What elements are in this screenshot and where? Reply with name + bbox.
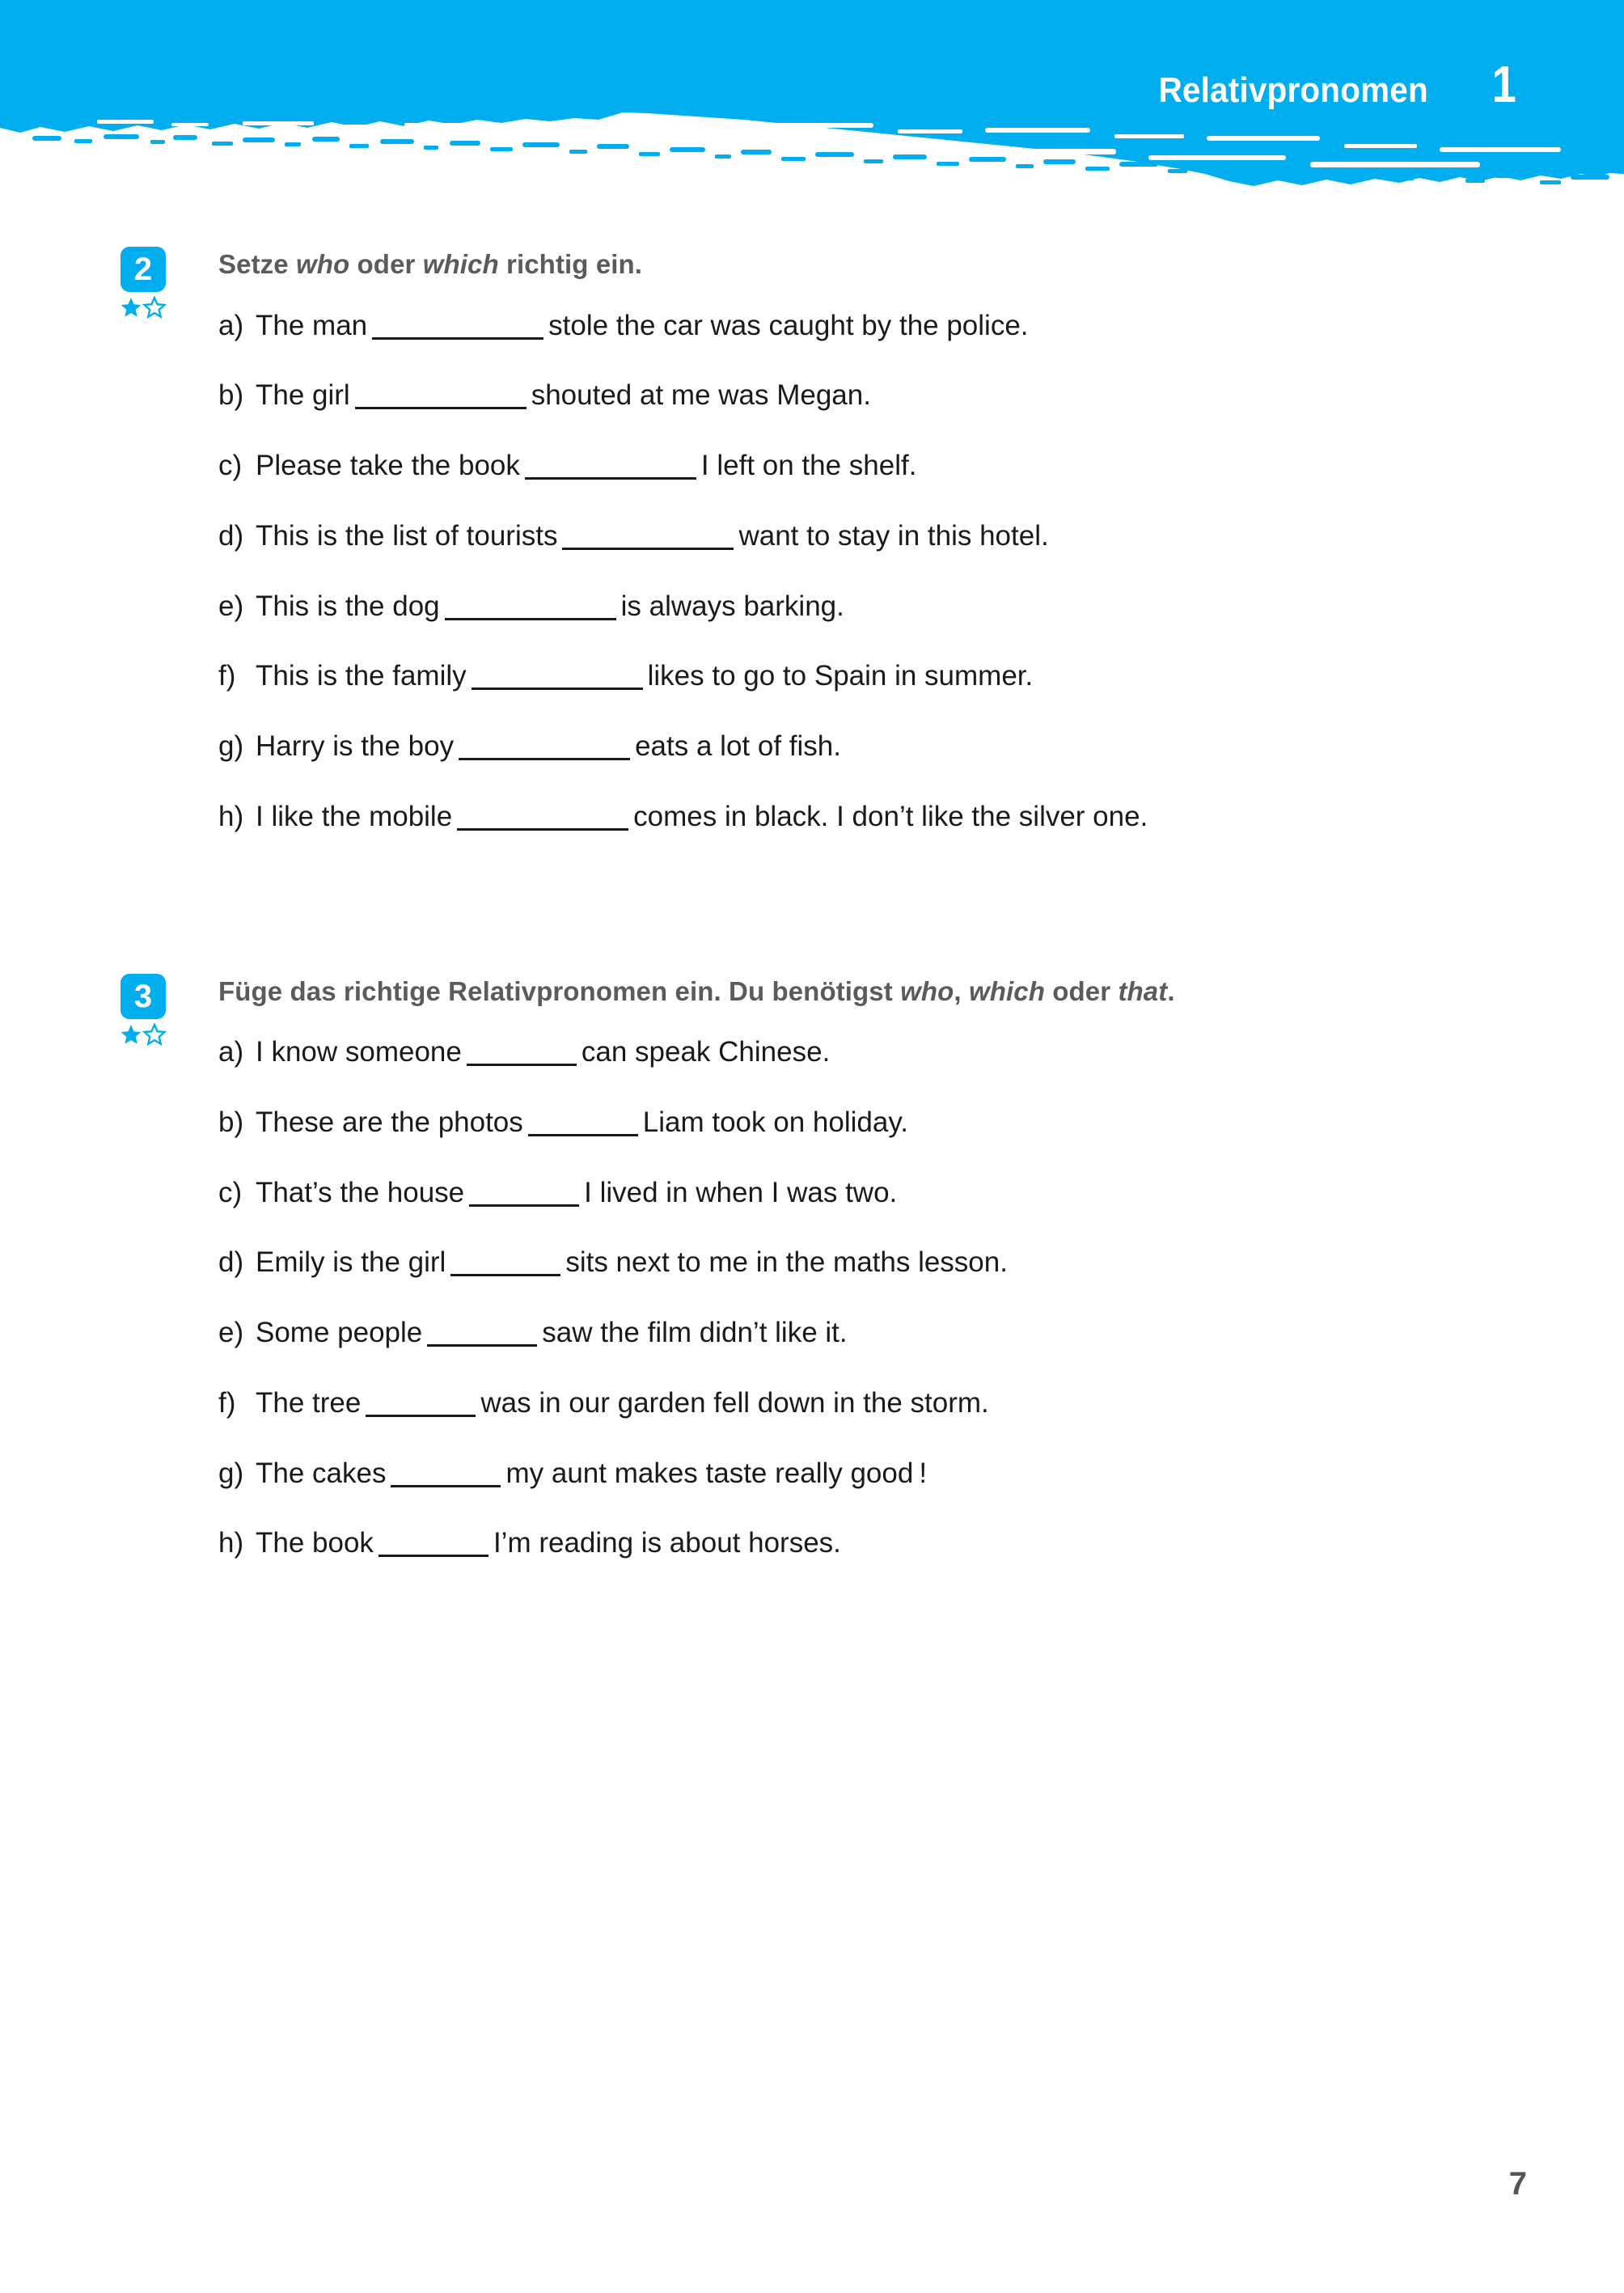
page-number: 7 <box>1508 2166 1527 2202</box>
exercise-2-prompt-part-3: which <box>422 249 499 279</box>
answer-blank[interactable] <box>472 687 643 690</box>
star-filled-icon <box>121 1025 142 1044</box>
item-label: h) <box>218 800 244 832</box>
star-filled-icon <box>121 298 142 317</box>
answer-blank[interactable] <box>372 337 543 340</box>
list-item <box>218 308 1527 344</box>
list-item <box>218 378 1527 413</box>
item-text-after: sits next to me in the maths lesson. <box>565 1246 1008 1279</box>
item-text-after: can speak Chinese. <box>581 1036 831 1068</box>
item-text-before: I like the mobile <box>256 800 453 832</box>
item-text-after: I left on the shelf. <box>700 450 917 482</box>
item-text-after: want to stay in this hotel. <box>738 519 1049 552</box>
answer-blank[interactable] <box>467 1064 577 1066</box>
list-item <box>218 1105 1527 1140</box>
item-label: g) <box>218 1457 244 1489</box>
item-text-after: saw the film didn’t like it. <box>542 1317 848 1349</box>
exercise-3-prompt-part-1: who <box>900 975 954 1006</box>
item-label: e) <box>218 590 244 622</box>
exercise-2-number-badge: 2 <box>121 247 166 292</box>
exercise-3-prompt-part-3: which <box>968 975 1045 1006</box>
item-label: c) <box>218 450 243 482</box>
star-outline-icon <box>145 298 165 317</box>
list-item <box>218 658 1527 694</box>
exercise-2-marker <box>121 247 177 320</box>
item-label: a) <box>218 1036 244 1068</box>
list-item <box>218 589 1527 624</box>
exercise-2-items <box>218 308 1527 835</box>
item-text-after: I lived in when I was two. <box>584 1176 898 1208</box>
exercise-3-prompt-part-6: . <box>1167 975 1175 1006</box>
item-text-before: The book <box>256 1527 374 1559</box>
list-item <box>218 1175 1527 1211</box>
item-label: e) <box>218 1317 244 1349</box>
exercise-2-prompt-part-4: richtig ein. <box>498 249 643 279</box>
exercise-2-prompt-part-0: Setze <box>218 249 296 279</box>
exercise-2-prompt-part-1: who <box>295 249 350 279</box>
answer-blank[interactable] <box>525 477 696 480</box>
item-text-after: I’m reading is about horses. <box>493 1527 841 1559</box>
exercise-2-prompt-part-2: oder <box>349 249 423 279</box>
list-item <box>218 518 1527 554</box>
list-item <box>218 448 1527 484</box>
item-text-after: likes to go to Spain in summer. <box>647 660 1034 692</box>
list-item <box>218 1245 1527 1280</box>
answer-blank[interactable] <box>450 1274 560 1276</box>
item-text-before: These are the photos <box>256 1106 523 1138</box>
item-label: d) <box>218 1246 244 1279</box>
answer-blank[interactable] <box>457 828 628 831</box>
exercise-3 <box>0 956 1624 1562</box>
exercise-3-prompt-part-4: oder <box>1044 975 1119 1006</box>
answer-blank[interactable] <box>366 1415 476 1417</box>
chapter-number: 1 <box>1492 55 1517 113</box>
exercise-3-items <box>218 1034 1527 1561</box>
item-text-before: Some people <box>256 1317 423 1349</box>
answer-blank[interactable] <box>391 1485 501 1487</box>
answer-blank[interactable] <box>445 618 616 620</box>
item-text-before: This is the list of tourists <box>256 519 558 552</box>
item-text-after: my aunt makes taste really good ! <box>505 1457 928 1489</box>
item-text-before: That’s the house <box>256 1176 465 1208</box>
item-text-before: The cakes <box>256 1457 387 1489</box>
exercise-3-number-badge: 3 <box>121 974 166 1019</box>
item-label: b) <box>218 379 244 412</box>
item-label: d) <box>218 519 244 552</box>
item-text-after: Liam took on holiday. <box>642 1106 908 1138</box>
item-label: b) <box>218 1106 244 1138</box>
list-item <box>218 1386 1527 1421</box>
item-text-before: The girl <box>256 379 350 412</box>
item-text-after: comes in black. I don’t like the silver one. <box>633 800 1148 832</box>
item-text-before: I know someone <box>256 1036 462 1068</box>
list-item <box>218 1315 1527 1351</box>
item-text-after: was in our garden fell down in the storm. <box>480 1386 989 1419</box>
item-label: g) <box>218 730 244 763</box>
answer-blank[interactable] <box>355 407 527 409</box>
item-text-after: is always barking. <box>620 590 844 622</box>
item-text-before: The tree <box>256 1386 362 1419</box>
list-item <box>218 1525 1527 1561</box>
page-title: Relativpronomen <box>1158 70 1428 110</box>
item-text-before: Harry is the boy <box>256 730 455 763</box>
item-text-after: stole the car was caught by the police. <box>548 309 1029 341</box>
item-label: h) <box>218 1527 244 1559</box>
list-item <box>218 1456 1527 1491</box>
answer-blank[interactable] <box>459 758 630 760</box>
star-outline-icon <box>145 1025 165 1044</box>
exercise-3-prompt-part-0: Füge das richtige Relativpronomen ein. Du benötigst <box>218 975 901 1006</box>
answer-blank[interactable] <box>562 548 734 550</box>
exercise-3-prompt <box>218 956 1527 1008</box>
exercise-3-prompt-part-5: that <box>1118 975 1168 1006</box>
item-text-after: shouted at me was Megan. <box>531 379 871 412</box>
worksheet-content <box>0 202 1624 1596</box>
item-label: a) <box>218 309 244 341</box>
exercise-3-prompt-part-2: , <box>954 975 969 1006</box>
exercise-2-prompt <box>218 229 1527 281</box>
answer-blank[interactable] <box>528 1134 638 1136</box>
item-label: f) <box>218 1386 236 1419</box>
item-label: c) <box>218 1176 243 1208</box>
list-item <box>218 799 1527 835</box>
exercise-3-marker <box>121 974 177 1047</box>
item-text-after: eats a lot of fish. <box>635 730 841 763</box>
item-text-before: Please take the book <box>256 450 520 482</box>
page-header-banner <box>0 0 1624 202</box>
exercise-2 <box>0 229 1624 835</box>
item-text-before: This is the dog <box>256 590 440 622</box>
exercise-3-difficulty-stars <box>120 1023 167 1047</box>
list-item <box>218 729 1527 764</box>
item-label: f) <box>218 660 236 692</box>
item-text-before: This is the family <box>256 660 467 692</box>
list-item <box>218 1034 1527 1070</box>
answer-blank[interactable] <box>469 1204 579 1207</box>
exercise-2-difficulty-stars <box>120 296 167 320</box>
item-text-before: Emily is the girl <box>256 1246 446 1279</box>
banner-text-group <box>1147 55 1519 113</box>
item-text-before: The man <box>256 309 368 341</box>
answer-blank[interactable] <box>379 1555 488 1557</box>
answer-blank[interactable] <box>427 1344 537 1347</box>
